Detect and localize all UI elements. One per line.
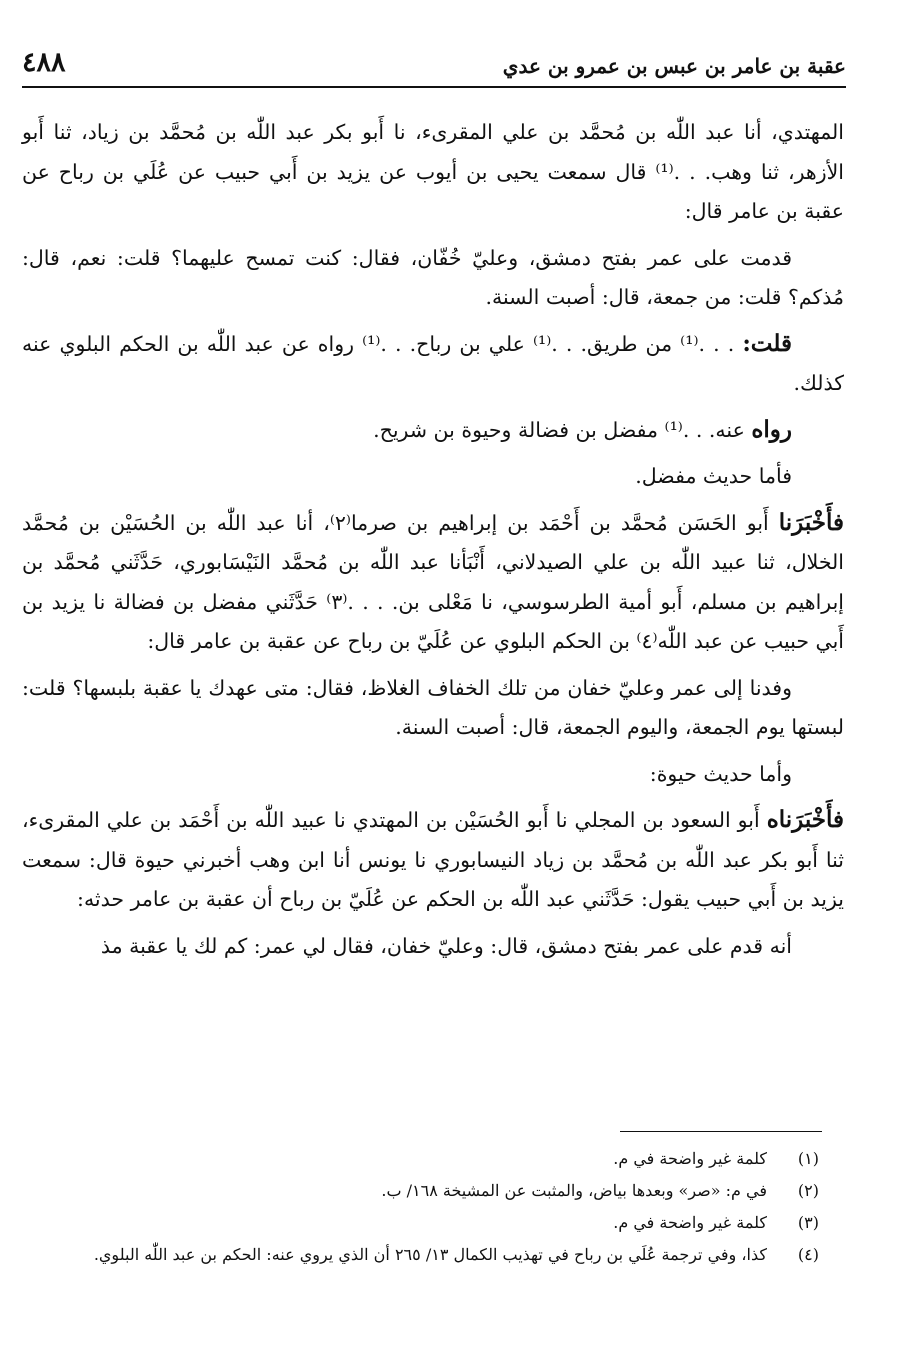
paragraph-text: قدمت على عمر بفتح دمشق، وعليّ خُفّان، فقال: كنت تمسح عليهما؟ قلت: نعم، قال: مُذكم؟ قلت: من جمعة، قال: أصبت السنة. bbox=[22, 245, 844, 309]
footnote-divider bbox=[620, 1131, 822, 1132]
paragraph-text: وفدنا إلى عمر وعليّ خفان من تلك الخفاف الغلاظ، فقال: متى عهدك يا عقبة بلبسها؟ قلت: لبستها يوم الجمعة، واليوم الجمعة، قال: أصبت السنة. bbox=[22, 675, 844, 739]
paragraph bbox=[22, 456, 844, 497]
body-text bbox=[22, 112, 844, 972]
footnote-number: (٢) bbox=[797, 1181, 819, 1200]
footnote bbox=[22, 1175, 819, 1207]
paragraph bbox=[22, 410, 844, 451]
paragraph bbox=[22, 800, 844, 920]
paragraph-lead: فأَخْبَرَنا bbox=[778, 508, 844, 536]
footnote-number: (١) bbox=[797, 1149, 819, 1168]
footnote bbox=[22, 1239, 819, 1271]
paragraph bbox=[22, 926, 844, 967]
footnotes bbox=[22, 1143, 819, 1271]
paragraph bbox=[22, 503, 844, 662]
footnote-text: كلمة غير واضحة في م. bbox=[613, 1213, 767, 1232]
paragraph-text: المهتدي، أنا عبد اللّٰه بن مُحمَّد بن علي المقرىء، نا أَبو بكر عبد اللّٰه بن مُحمَّد بن زياد، ثنا أَبو الأزهر، ثنا وهب. . .⁽¹⁾ قال سمعت يحيى بن أيوب عن يزيد بن أَبي حبيب عن عُلَي بن رباح عن عقبة بن عامر قال: bbox=[22, 120, 844, 223]
page-number: ٤٨٨ bbox=[22, 47, 66, 78]
paragraph-text: أَبو السعود بن المجلي نا أَبو الحُسَيْن بن المهتدي نا عبيد اللّٰه بن أَحْمَد بن علي المقرىء، ثنا أَبو بكر عبد اللّٰه بن مُحمَّد بن زياد النيسابوري نا يونس أنا ابن وهب أخبرني حيوة قال: سمعت يزيد بن أَبي حبيب يقول: حَدَّثَني عبد اللّٰه بن الحكم عن عُلَيّ بن رباح أن عقبة بن عامر حدثه: bbox=[22, 808, 844, 911]
paragraph-lead: قلت: bbox=[742, 329, 792, 357]
footnote-text: كلمة غير واضحة في م. bbox=[613, 1149, 767, 1168]
paragraph-text: وأما حديث حيوة: bbox=[649, 761, 792, 786]
footnote bbox=[22, 1143, 819, 1175]
header-title: عقبة بن عامر بن عبس بن عمرو بن عدي bbox=[502, 54, 846, 78]
footnote-text: كذا، وفي ترجمة عُلَي بن رباح في تهذيب الكمال ١٣/ ٢٦٥ أن الذي يروي عنه: الحكم بن عبد اللّٰه البلوي. bbox=[93, 1245, 767, 1264]
paragraph-lead: فأَخْبَرَناه bbox=[766, 806, 844, 833]
paragraph bbox=[22, 324, 844, 404]
paragraph-text: . . .⁽¹⁾ من طريق. . .⁽¹⁾ علي بن رباح. . .⁽¹⁾ رواه عن عبد اللّٰه بن الحكم البلوي عنه كذلك. bbox=[22, 331, 844, 395]
paragraph-lead: رواه bbox=[751, 415, 792, 443]
paragraph-text: أَبو الحَسَن مُحمَّد بن أَحْمَد بن إبراهيم بن صرما⁽٢⁾، أنا عبد اللّٰه بن الحُسَيْن بن مُحمَّد الخلال، ثنا عبيد اللّٰه بن علي الصيدلاني، أَنْبَأنا عبد اللّٰه بن مُحمَّد النَيْسَابوري، حَدَّثَني مُحمَّد بن إبراهيم بن مسلم، أَبو أمية الطرسوسي، نا مَعْلى بن. . . .⁽٣⁾ حَدَّثَني مفضل بن فضالة نا يزيد بن أَبي حبيب عن عبد اللّٰه⁽٤⁾ بن الحكم البلوي عن عُلَيّ بن رباح عن عقبة بن عامر قال: bbox=[22, 510, 844, 653]
paragraph bbox=[22, 112, 844, 232]
footnote-number: (٤) bbox=[797, 1245, 819, 1264]
paragraph bbox=[22, 668, 844, 748]
footnote-number: (٣) bbox=[797, 1213, 819, 1232]
paragraph-text: أنه قدم على عمر بفتح دمشق، قال: وعليّ خفان، فقال لي عمر: كم لك يا عقبة مذ bbox=[100, 933, 792, 958]
footnote-text: في م: «صر» وبعدها بياض، والمثبت عن المشيخة ١٦٨/ ب. bbox=[381, 1181, 767, 1200]
paragraph-text: فأما حديث مفضل. bbox=[635, 464, 792, 488]
footnote bbox=[22, 1207, 819, 1239]
paragraph bbox=[22, 238, 844, 318]
paragraph bbox=[22, 754, 844, 795]
paragraph-text: عنه. . .⁽¹⁾ مفضل بن فضالة وحيوة بن شريح. bbox=[373, 417, 752, 442]
running-head bbox=[22, 44, 846, 88]
